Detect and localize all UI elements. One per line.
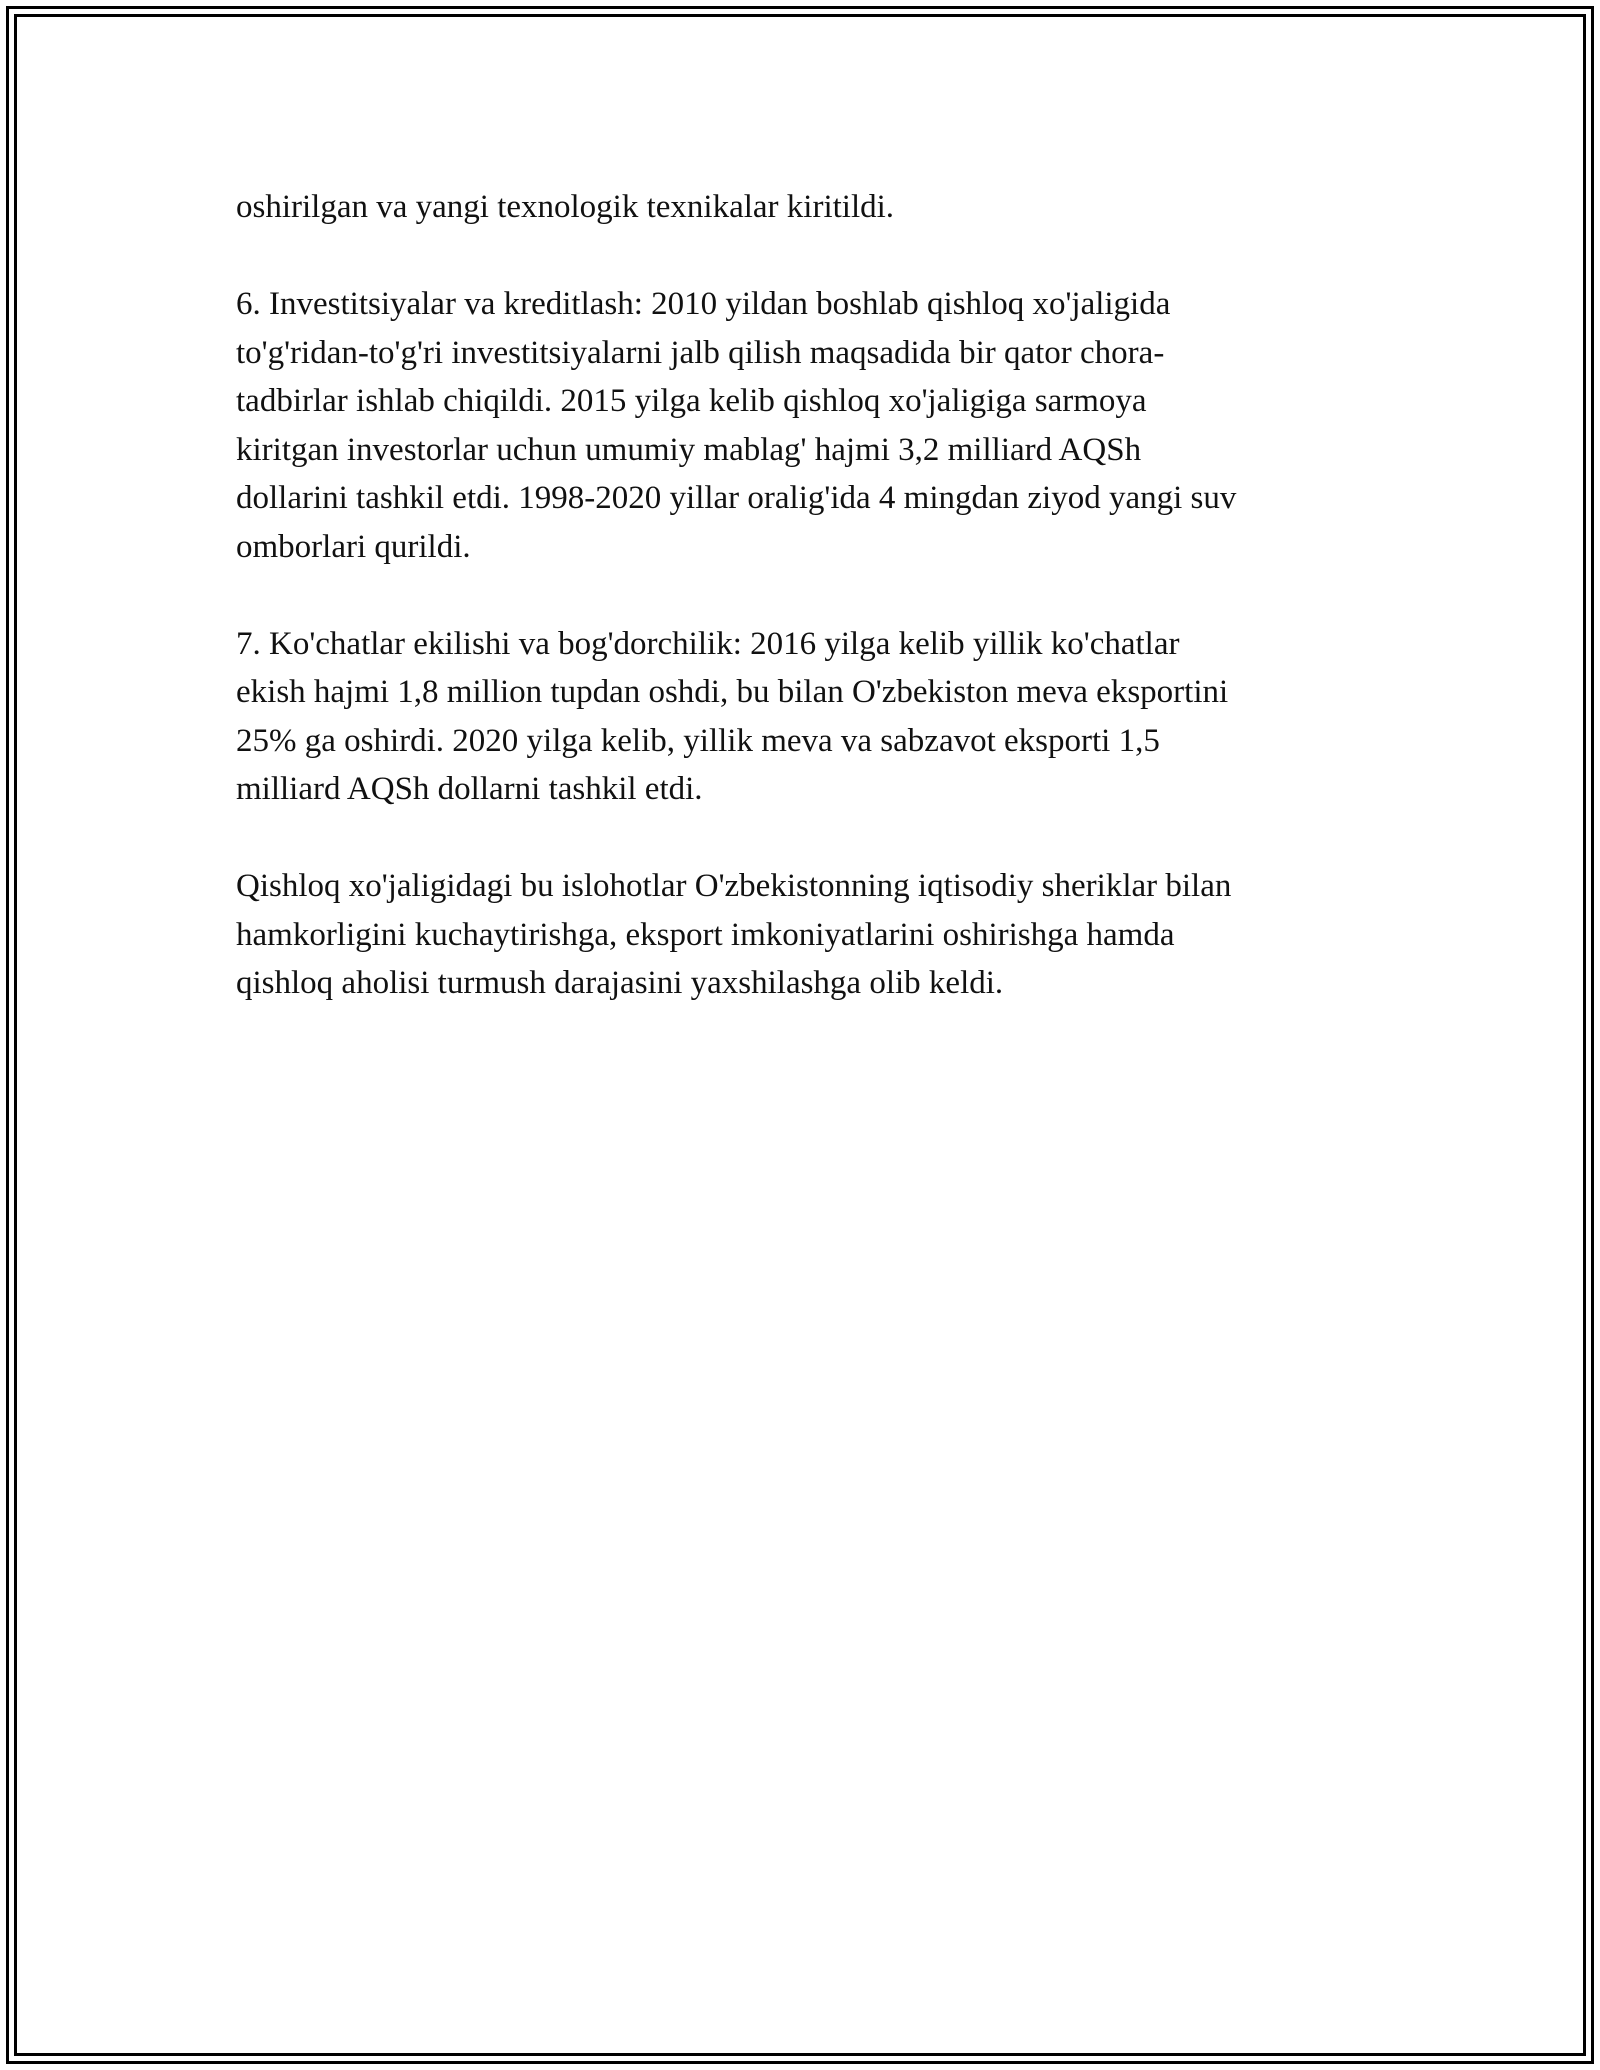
paragraph-continuation: oshirilgan va yangi texnologik texnikalar kiritildi.: [236, 189, 895, 225]
document-body: [236, 183, 1376, 1056]
paragraph-seedlings-horticulture: 7. Ko'chatlar ekilishi va bog'dorchilik: 2016 yilga kelib yillik ko'chatlar ekish hajmi 1,8 million tupdan oshdi, bu bilan O'zbekiston meva eksportini 25% ga oshirdi. 2020 yilga kelib, yillik meva va sabzavot eksporti 1,5 milliard AQSh dollarni tashkil etdi.: [236, 625, 1229, 807]
paragraph-investments: 6. Investitsiyalar va kreditlash: 2010 yildan boshlab qishloq xo'jaligida to'g'ridan-to'g'ri investitsiyalarni jalb qilish maqsadida bir qator chora- tadbirlar ishlab chiqildi. 2015 yilga kelib qishloq xo'jaligiga sarmoya kiritgan investorlar uchun umumiy mablag' hajmi 3,2 milliard AQSh dollarini tashkil etdi. 1998-2020 yillar oralig'ida 4 mingdan ziyod yangi suv omborlari qurildi.: [236, 286, 1237, 565]
paragraph-conclusion: Qishloq xo'jaligidagi bu islohotlar O'zbekistonning iqtisodiy sheriklar bilan hamkorligini kuchaytirishga, eksport imkoniyatlarini oshirishga hamda qishloq aholisi turmush darajasini yaxshilashga olib keldi.: [236, 868, 1232, 1001]
